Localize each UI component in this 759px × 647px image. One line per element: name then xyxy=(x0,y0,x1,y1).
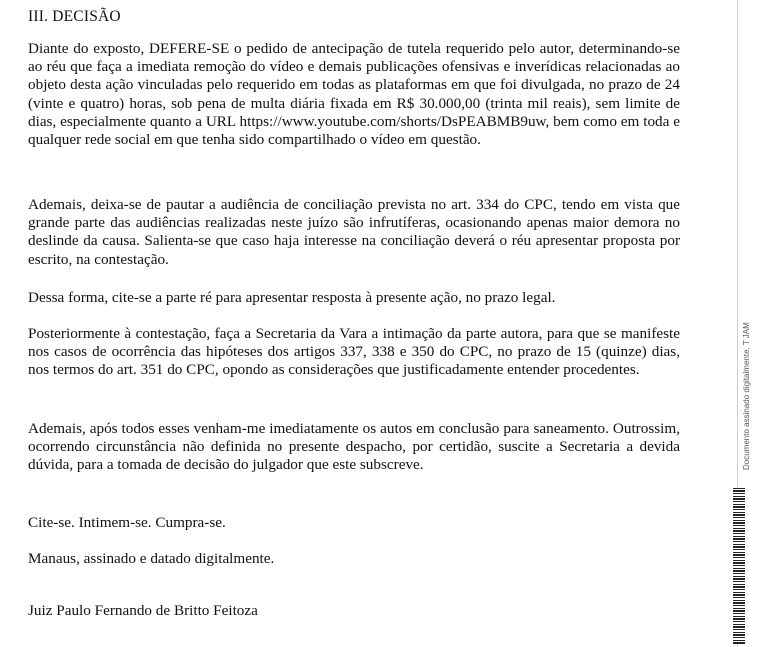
paragraph-contestation: Posteriormente à contestação, faça a Secretaria da Vara a intimação da parte autora, para que se manifeste nos casos de ocorrência das hipóteses dos artigos 337, 338 e 350 do CPC, no prazo de 15 (quinze) dias, nos termos do art. 351 do CPC, opondo as considerações que justificadamente entender procedentes. xyxy=(28,325,680,379)
paragraph-conclusion: Ademais, após todos esses venham-me imediatamente os autos em conclusão para saneamento. Outrossim, ocorrendo circunstância não definida no presente despacho, por certidão, suscite a Secretaria a devida dúvida, para a tomada de decisão do julgador que este subscreve. xyxy=(28,420,680,474)
judge-signature: Juiz Paulo Fernando de Britto Feitoza xyxy=(28,602,258,619)
paragraph-location-date: Manaus, assinado e datado digitalmente. xyxy=(28,550,275,567)
paragraph-citation: Dessa forma, cite-se a parte ré para apresentar resposta à presente ação, no prazo legal. xyxy=(28,289,556,306)
paragraph-conciliation: Ademais, deixa-se de pautar a audiência de conciliação prevista no art. 334 do CPC, tendo em vista que grande parte das audiências realizadas neste juízo são infrutíferas, ocasionando apenas maior demora no deslinde da causa. Salienta-se que caso haja interesse na conciliação deverá o réu apresentar proposta por escrito, na contestação. xyxy=(28,196,680,268)
paragraph-decision: Diante do exposto, DEFERE-SE o pedido de antecipação de tutela requerido pelo autor, determinando-se ao réu que faça a imediata remoção do vídeo e demais publicações ofensivas e inverídicas relacionadas ao objeto desta ação vinculadas pelo requerido em todas as plataformas em que foi divulgada, no prazo de 24 (vinte e quatro) horas, sob pena de multa diária fixada em R$ 30.000,00 (trinta mil reais), sem limite de dias, especialmente quanto a URL https://www.youtube.com/shorts/DsPEABMB9uw, bem como em toda e qualquer rede social em que tenha sido compartilhado o vídeo em questão. xyxy=(28,40,680,149)
section-heading: III. DECISÃO xyxy=(28,8,121,25)
paragraph-orders: Cite-se. Intimem-se. Cumpra-se. xyxy=(28,514,226,531)
digital-signature-note: Documento assinado digitalmente. T JAM xyxy=(742,322,751,470)
barcode xyxy=(733,488,745,644)
